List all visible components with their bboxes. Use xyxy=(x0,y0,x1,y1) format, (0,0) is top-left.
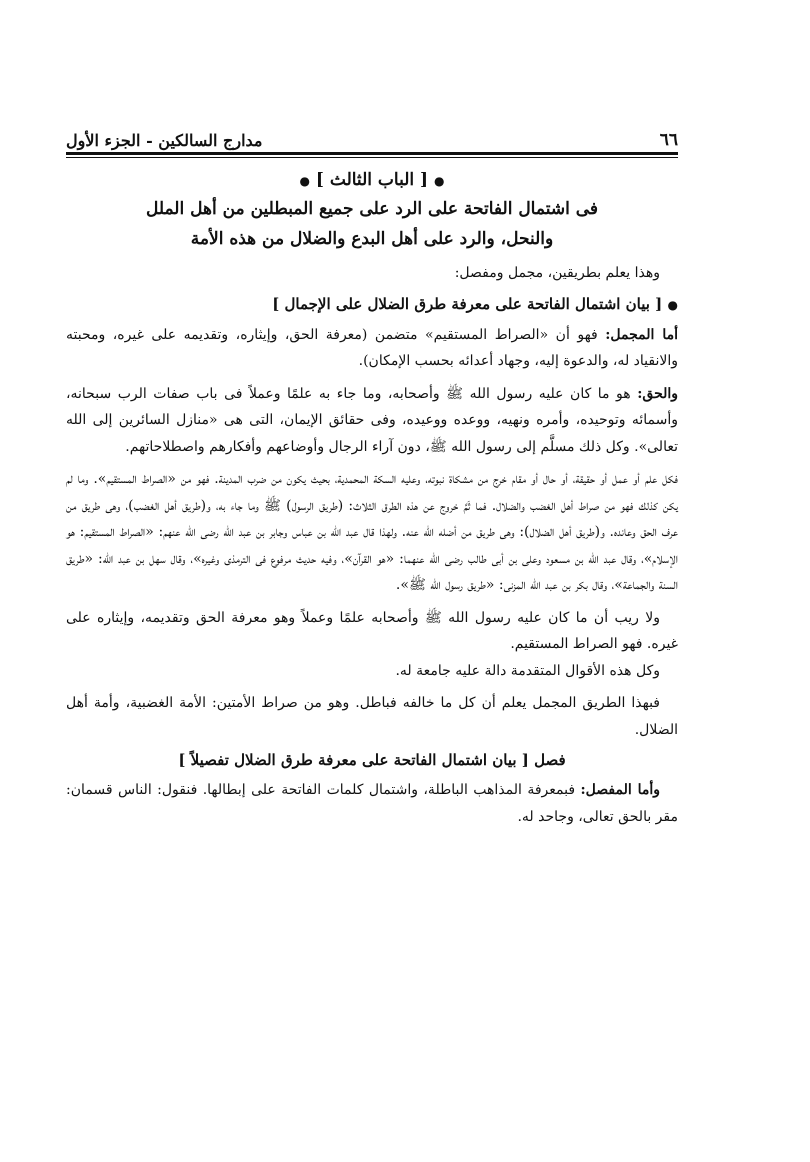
paragraph-label: أما المجمل: xyxy=(605,326,679,343)
bullet-icon: ● xyxy=(667,297,678,312)
paragraph-two-nations: فبهذا الطريق المجمل يعلم أن كل ما خالفه فباطل. وهو من صراط الأمتين: الأمة الغضبية، وأمة أهل الضلال. xyxy=(66,695,678,738)
running-title: مدارج السالكين - الجزء الأول xyxy=(66,131,263,150)
chapter-subtitle-line1: فى اشتمال الفاتحة على الرد على جميع المبطلين من أهل الملل xyxy=(145,199,599,219)
paragraph-label: وأما المفصل: xyxy=(580,782,660,798)
chapter-subtitle xyxy=(66,194,678,254)
paragraph-text: فهو أن «الصراط المستقيم» متضمن (معرفة الحق، وإيثاره، وتقديمه على غيره، ومحبته والانقياد له، والدعوة إليه، وجهاد أعدائه بحسب الإمكان). xyxy=(66,326,678,369)
header-rule-thin xyxy=(66,157,678,158)
paragraph-mujmal xyxy=(66,322,678,375)
page-number: ٦٦ xyxy=(659,130,678,150)
paragraph-haqq xyxy=(66,381,678,461)
paragraph-no-doubt: ولا ريب أن ما كان عليه رسول الله ﷺ وأصحابه علمًا وعملاً وهو معرفة الحق وتقديمه، وإيثاره على غيره. فهو الصراط المستقيم. xyxy=(66,609,678,652)
paragraph-all-sayings: وكل هذه الأقوال المتقدمة دالة عليه جامعة له. xyxy=(395,662,660,679)
paragraph-text: هو ما كان عليه رسول الله ﷺ وأصحابه، وما جاء به علمًا وعملاً فى باب صفات الرب سبحانه، وأسمائه وتوحيده، وأمره ونهيه، ووعده ووعيده، وفى حقائق الإيمان، التى هى «منازل السائرين إلى الله تعالى». وكل ذلك مسلَّم إلى رسول الله ﷺ، دون آراء الرجال وأوضاعهم وأفكارهم واصطلاحاتهم. xyxy=(66,385,678,455)
section2-heading: فصل [ بيان اشتمال الفاتحة على معرفة طرق الضلال تفصيلاً ] xyxy=(178,751,566,769)
header-rule-thick xyxy=(66,152,678,155)
book-page xyxy=(66,122,678,830)
section1-heading xyxy=(66,290,678,319)
intro-paragraph: وهذا يعلم بطريقين، مجمل ومفصل: xyxy=(454,265,660,281)
bullet-icon: ● xyxy=(434,174,445,188)
paragraph-three-paths: فكل علم أو عمل أو حقيقة، أو حال أو مقام خرج من مشكاة نبوته، وعليه السكة المحمدية، بحيث يكون من ضرب المدينة. فهو من «الصراط المستقيم». وما لم يكن كذلك فهو من صراط أهل الغضب والضلال. فما ثَمَّ خروج عن هذه الطرق الثلاث: (طريق الرسول) ﷺ وما جاء به، و(طريق أهل الغضب)، وهى طريق من عرف الحق وعانده. و(طريق أهل الضلال): وهى طريق من أضله الله عنه. ولهذا قال عبد الله بن عباس وجابر بن عبد الله رضى الله عنهم: «الصراط المستقيم: هو الإسلام»، وقال عبد الله بن مسعود وعلى بن أبى طالب رضى الله عنهما: «هو القرآن»، وفيه حديث مرفوع فى الترمذى وغيره»، وقال سهل بن عبد الله: «طريق السنة والجماعة»، وقال بكر بن عبد الله المزنى: «طريق رسول الله ﷺ». xyxy=(66,471,678,593)
bullet-icon: ● xyxy=(299,174,310,188)
paragraph-text: فبمعرفة المذاهب الباطلة، واشتمال كلمات الفاتحة على إبطالها. فنقول: الناس قسمان: مقر بالحق تعالى، وجاحد له. xyxy=(66,782,678,825)
chapter-title xyxy=(66,170,678,190)
chapter-subtitle-line2: والنحل، والرد على أهل البدع والضلال من هذه الأمة xyxy=(190,229,554,249)
paragraph-label: والحق: xyxy=(637,385,679,402)
section1-heading-text: [ بيان اشتمال الفاتحة على معرفة طرق الضلال على الإجمال ] xyxy=(272,294,663,313)
chapter-title-text: [ الباب الثالث ] xyxy=(315,170,429,190)
page-header xyxy=(66,122,678,150)
paragraph-mufassal xyxy=(66,777,678,830)
